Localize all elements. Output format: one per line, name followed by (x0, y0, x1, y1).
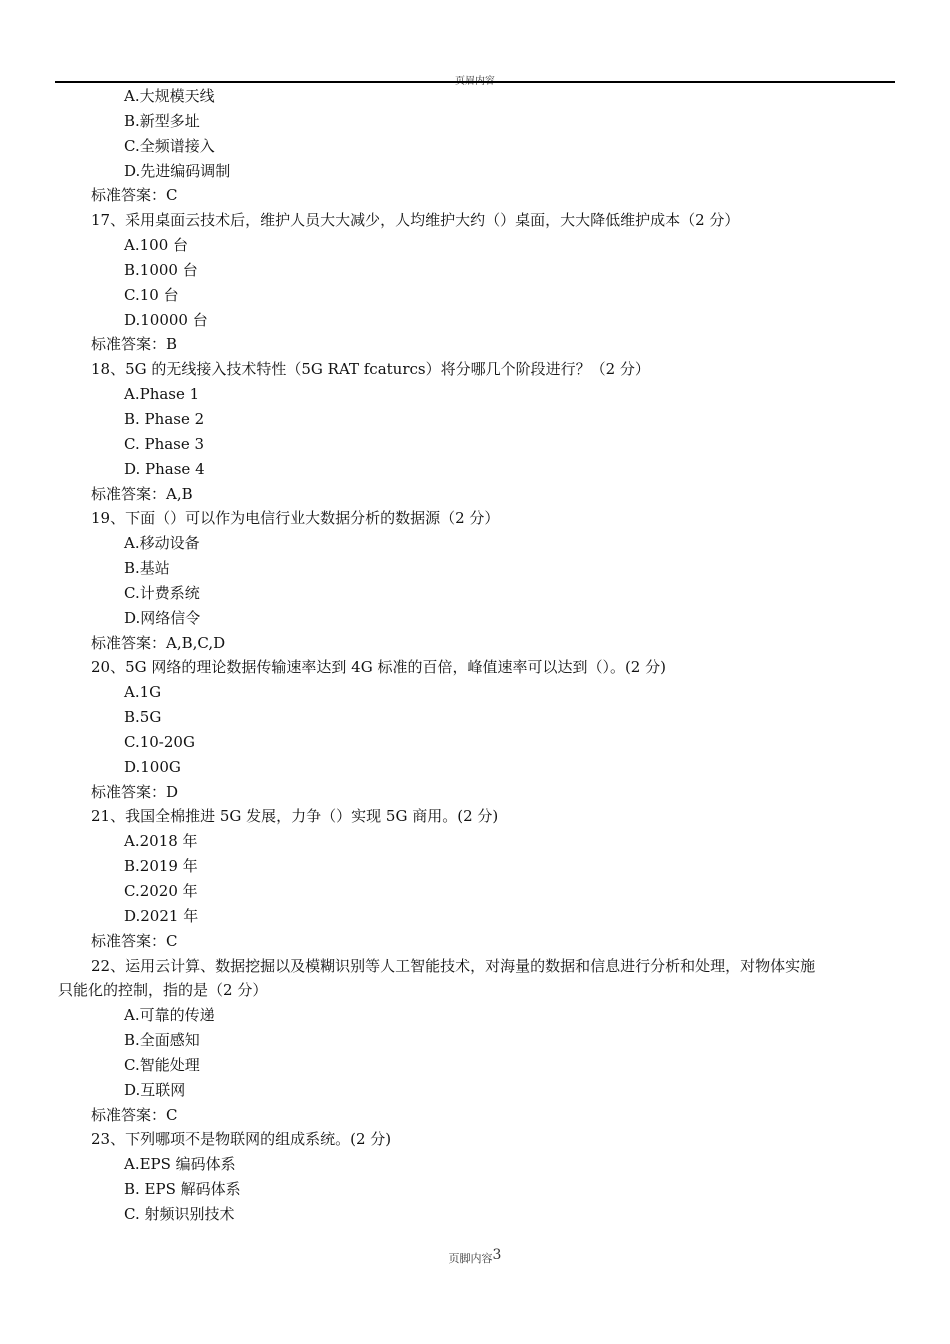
answer-option: C.2020 年 (124, 882, 198, 900)
answer-option: B.全面感知 (124, 1031, 200, 1050)
answer-option: A.2018 年 (124, 832, 198, 851)
answer-option: A.移动设备 (124, 534, 200, 553)
answer-option: B.5G (124, 708, 162, 727)
question-text: 19、下面（）可以作为电信行业大数据分析的数据源（2 分） (91, 509, 500, 528)
question-text: 22、运用云计算、数据挖掘以及模糊识别等人工智能技术，对海量的数据和信息进行分析和处理，对物体实施 (91, 956, 816, 975)
standard-answer: 标准答案：A,B,C,D (91, 633, 226, 652)
question-text: 17、采用桌面云技术后，维护人员大大减少，人均维护大约（）桌面，大大降低维护成本（2 分） (91, 211, 740, 230)
answer-option: C.智能处理 (124, 1055, 200, 1074)
page-header: 页眉内容 (455, 76, 495, 87)
answer-option: A.Phase 1 (124, 385, 200, 404)
standard-answer: 标准答案：C (91, 931, 178, 950)
answer-option: C.10-20G (124, 732, 195, 751)
standard-answer: 标准答案：C (91, 186, 178, 205)
answer-option: A.可靠的传递 (124, 1006, 215, 1025)
page-number: 3 (492, 1247, 502, 1263)
question-text: 23、下列哪项不是物联网的组成系统。(2 分) (91, 1130, 392, 1149)
standard-answer: 标准答案：B (91, 335, 178, 354)
answer-option: B.基站 (124, 559, 170, 578)
answer-option: B. EPS 解码体系 (124, 1180, 241, 1199)
question-text-continued: 只能化的控制，指的是（2 分） (58, 981, 268, 1000)
answer-option: D.互联网 (124, 1080, 186, 1099)
answer-option: C.计费系统 (124, 583, 200, 602)
header-rule (55, 81, 895, 83)
question-text: 18、5G 的无线接入技术特性（5G RAT fcaturcs）将分哪几个阶段进行？（2 分） (91, 360, 650, 379)
standard-answer: 标准答案：D (91, 782, 179, 801)
standard-answer: 标准答案：C (91, 1105, 178, 1124)
page-footer (0, 1247, 950, 1266)
question-text: 20、5G 网络的理论数据传输速率达到 4G 标准的百倍，峰值速率可以达到（）。(2 分) (91, 658, 666, 677)
answer-option: A.EPS 编码体系 (124, 1155, 236, 1174)
document-body (0, 84, 950, 1227)
answer-option: C.10 台 (124, 285, 179, 304)
answer-option: B.新型多址 (124, 111, 200, 130)
answer-option: C. Phase 3 (124, 434, 205, 453)
answer-option: D.先进编码调制 (124, 161, 231, 180)
answer-option: C. 射频识别技术 (124, 1204, 235, 1223)
question-text: 21、我国全棉推进 5G 发展，力争（）实现 5G 商用。(2 分) (91, 807, 499, 826)
answer-option: D. Phase 4 (124, 459, 205, 478)
answer-option: B. Phase 2 (124, 409, 205, 428)
answer-option: D.10000 台 (124, 310, 208, 329)
answer-option: D.100G (124, 757, 181, 776)
footer-text: 页脚内容 (448, 1252, 493, 1265)
answer-option: A.100 台 (124, 236, 188, 255)
answer-option: A.大规模天线 (124, 87, 215, 105)
standard-answer: 标准答案：A,B (91, 484, 193, 503)
answer-option: A.1G (124, 683, 162, 702)
answer-option: D.2021 年 (124, 906, 199, 925)
answer-option: B.2019 年 (124, 857, 198, 876)
answer-option: C.全频谱接入 (124, 136, 215, 155)
answer-option: B.1000 台 (124, 260, 198, 279)
answer-option: D.网络信令 (124, 608, 201, 627)
